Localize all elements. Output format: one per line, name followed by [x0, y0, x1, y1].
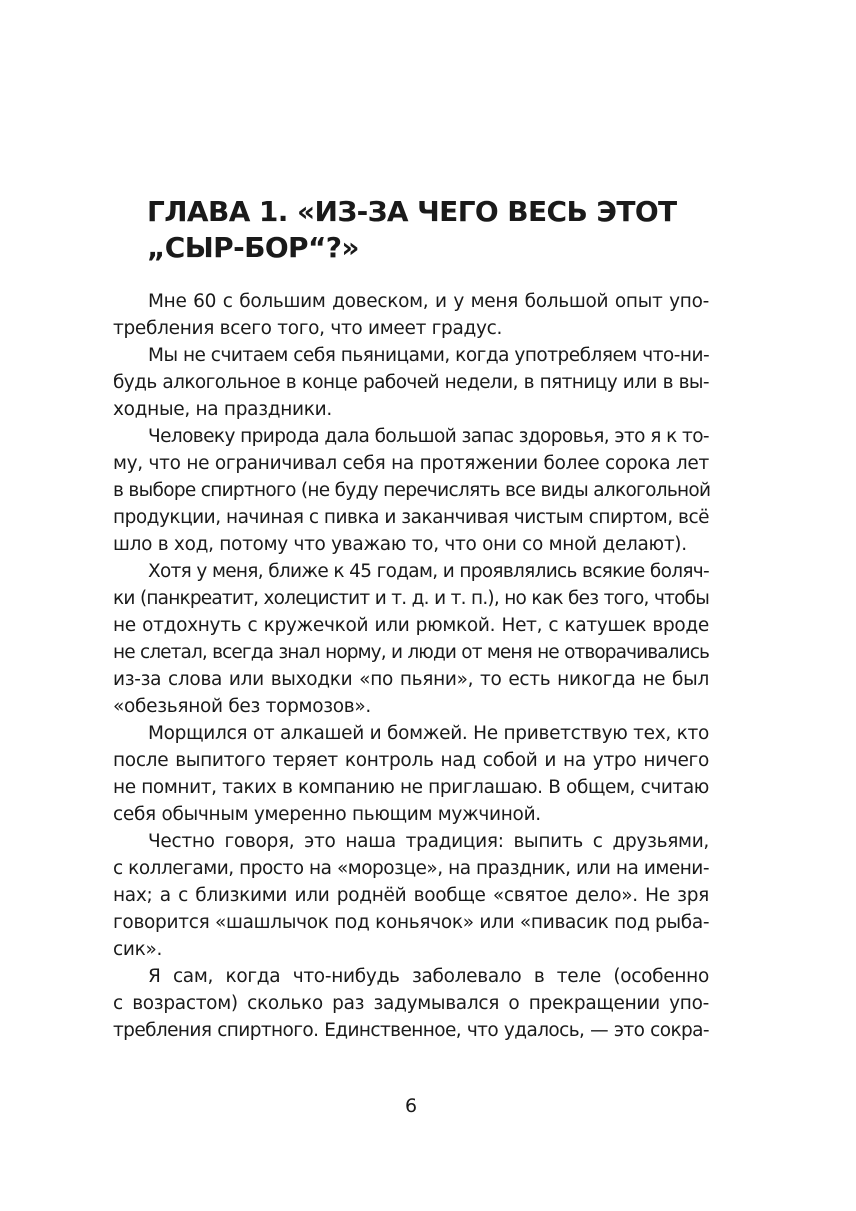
text-line: требления спиртного. Единственное, что удалось, — это сокра- — [113, 1020, 709, 1041]
chapter-title-line-1: ГЛАВА 1. «ИЗ-ЗА ЧЕГО ВЕСЬ ЭТОТ — [147, 195, 677, 228]
text-line: говорится «шашлычок под коньячок» или «пивасик под рыба- — [113, 912, 710, 933]
text-line: себя обычным умеренно пьющим мужчиной. — [113, 804, 541, 825]
text-line: не слетал, всегда знал норму, и люди от меня не отворачивались — [113, 642, 709, 663]
text-line: из-за слова или выходки «по пьяни», то есть никогда не был — [113, 669, 709, 690]
text-line: не отдохнуть с кружечкой или рюмкой. Нет, с катушек вроде — [113, 615, 709, 636]
text-line: в выборе спиртного (не буду перечислять все виды алкогольной — [113, 480, 711, 501]
paragraph — [113, 342, 709, 423]
text-line: будь алкогольное в конце рабочей недели, в пятницу или в вы- — [113, 372, 709, 393]
paragraph — [113, 828, 709, 963]
text-line: ходные, на праздники. — [113, 399, 332, 420]
chapter-title — [147, 194, 747, 266]
text-line: с коллегами, просто на «морозце», на праздник, или на имени- — [113, 858, 709, 879]
paragraph — [113, 720, 709, 828]
text-line: с возрастом) сколько раз задумывался о прекращении упо- — [113, 993, 709, 1014]
text-line: Человеку природа дала большой запас здоровья, это я к то- — [148, 426, 709, 447]
text-line: не помнит, таких в компанию не приглашаю. В общем, считаю — [113, 777, 709, 798]
text-line: после выпитого теряет контроль над собой и на утро ничего — [113, 750, 709, 771]
text-line: Хотя у меня, ближе к 45 годам, и проявлялись всякие боляч- — [148, 561, 709, 582]
paragraph — [113, 288, 709, 342]
paragraph — [113, 558, 709, 720]
page-number: 6 — [404, 1095, 418, 1117]
text-line: нах; а с близкими или роднёй вообще «святое дело». Не зря — [113, 885, 709, 906]
paragraph — [113, 963, 709, 1044]
text-line: Честно говоря, это наша традиция: выпить с друзьями, — [148, 831, 709, 852]
text-line: Я сам, когда что-нибудь заболевало в теле (особенно — [148, 966, 709, 987]
text-line: требления всего того, что имеет градус. — [113, 318, 503, 339]
text-line: Мы не считаем себя пьяницами, когда употребляем что-ни- — [148, 345, 710, 366]
text-line: шло в ход, потому что уважаю то, что они со мной делают). — [113, 534, 687, 555]
text-line: продукции, начиная с пивка и заканчивая чистым спиртом, всё — [113, 507, 709, 528]
text-line: сик». — [113, 939, 163, 960]
chapter-body-text — [113, 288, 709, 1044]
text-line: му, что не ограничивал себя на протяжении более сорока лет — [113, 453, 709, 474]
text-line: ки (панкреатит, холецистит и т. д. и т. п.), но как без того, чтобы — [113, 588, 709, 609]
paragraph — [113, 423, 709, 558]
text-line: Мне 60 с большим довеском, и у меня большой опыт упо- — [148, 291, 709, 312]
chapter-title-line-2: „СЫР-БОР“?» — [147, 231, 359, 264]
text-line: «обезьяной без тормозов». — [113, 696, 371, 717]
text-line: Морщился от алкашей и бомжей. Не приветствую тех, кто — [148, 723, 709, 744]
